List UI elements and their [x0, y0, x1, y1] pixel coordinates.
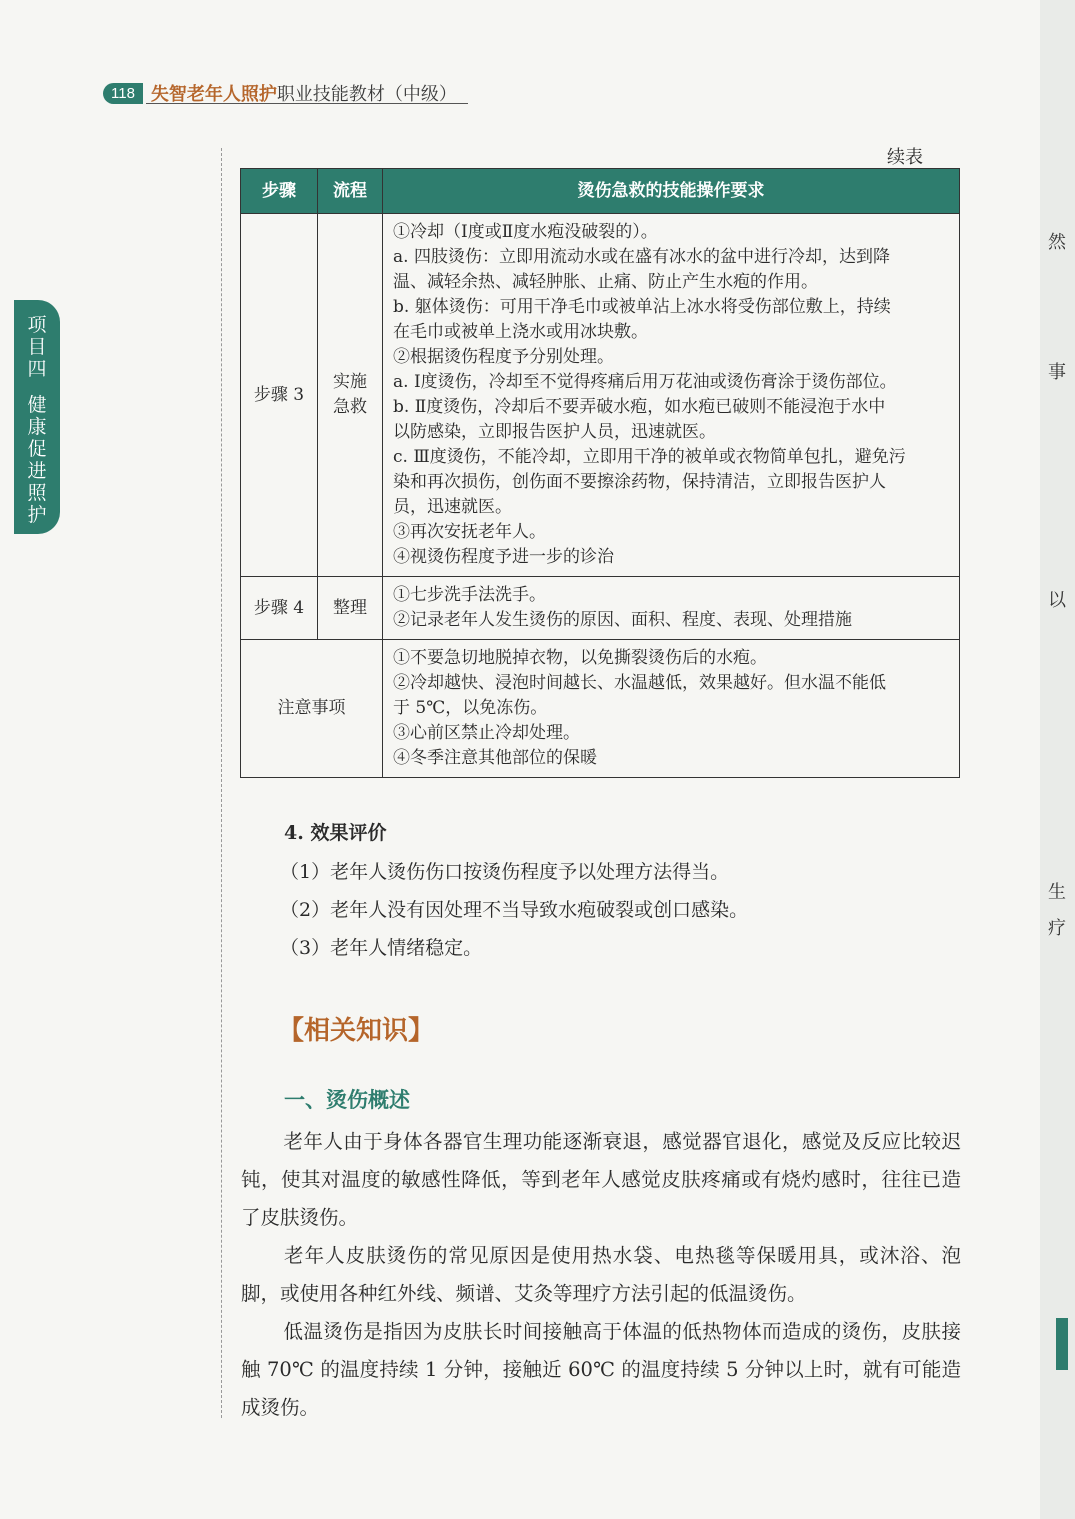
table-row: [241, 577, 960, 640]
table-row: [241, 214, 960, 577]
side-tab-char: 康: [27, 416, 47, 438]
requirement-line: ①冷却（Ⅰ度或Ⅱ度水疱没破裂的）。: [393, 222, 658, 242]
paragraph: [241, 1313, 961, 1427]
related-knowledge-heading: 【相关知识】: [278, 1016, 435, 1046]
table-row: [241, 640, 960, 778]
requirement-line: 员，迅速就医。: [393, 497, 512, 517]
requirement-cell: [383, 214, 960, 577]
requirement-line: ②冷却越快、浸泡时间越长、水温越低，效果越好。但水温不能低: [393, 673, 886, 693]
paragraph-text: 老年人由于身体各器官生理功能逐渐衰退，感觉器官退化，感觉及反应比较迟钝，使其对温度的敏感性降低，等到老年人感觉皮肤疼痛或有烧灼感时，往往已造了皮肤烫伤。: [241, 1130, 961, 1229]
requirement-line: ①七步洗手法洗手。: [393, 585, 546, 605]
requirement-line: ④冬季注意其他部位的保暖: [393, 748, 597, 768]
page-number: 118: [103, 83, 143, 104]
evaluation-item: （1）老年人烫伤伤口按烫伤程度予以处理方法得当。: [280, 861, 730, 883]
requirement-line: 在毛巾或被单上浇水或用冰块敷。: [393, 322, 648, 342]
book-title-accent: 失智老年人照护: [150, 84, 277, 105]
paragraph: [241, 1123, 961, 1237]
requirement-cell: [383, 577, 960, 640]
book-title-rest: 职业技能教材（中级）: [276, 84, 457, 105]
section-title: 4. 效果评价: [284, 822, 387, 844]
paragraph: [241, 1237, 961, 1313]
side-tab-char: 护: [27, 504, 47, 526]
requirement-line: 染和再次损伤，创伤面不要擦涂药物，保持清洁，立即报告医护人: [393, 472, 886, 492]
table-header-row: [241, 169, 960, 214]
requirement-line: b. 躯体烫伤：可用干净毛巾或被单沾上冰水将受伤部位敷上，持续: [393, 297, 891, 317]
margin-char: 以: [1048, 590, 1066, 611]
step-cell: 步骤 4: [241, 577, 318, 640]
chapter-side-tab: [14, 300, 60, 534]
burn-first-aid-table: [240, 168, 960, 778]
subsection-title: 一、烫伤概述: [284, 1088, 410, 1112]
paragraph-text: 老年人皮肤烫伤的常见原因是使用热水袋、电热毯等保暖用具，或沐浴、泡脚，或使用各种红外线、频谱、艾灸等理疗方法引起的低温烫伤。: [241, 1244, 961, 1305]
table-continued-label: 续表: [887, 147, 923, 168]
process-text: 急救: [333, 397, 367, 417]
requirement-cell: [383, 640, 960, 778]
margin-dashed-line: [221, 148, 222, 1418]
requirement-line: ②根据烫伤程度予分别处理。: [393, 347, 614, 367]
evaluation-item: （2）老年人没有因处理不当导致水疱破裂或创口感染。: [280, 899, 749, 921]
requirement-line: c. Ⅲ度烫伤，不能冷却，立即用干净的被单或衣物简单包扎，避免污: [393, 447, 906, 467]
side-tab-char: 目: [27, 336, 47, 358]
margin-char: 生: [1048, 882, 1066, 903]
paragraph-text: 低温烫伤是指因为皮肤长时间接触高于体温的低热物体而造成的烫伤，皮肤接触 70℃ 的温度持续 1 分钟，接触近 60℃ 的温度持续 5 分钟以上时，就有可能造成烫伤。: [241, 1320, 961, 1419]
next-page-tab: [1056, 1318, 1068, 1370]
header-rule: [146, 103, 468, 104]
process-cell: [318, 577, 383, 640]
requirement-line: b. Ⅱ度烫伤，冷却后不要弄破水疱，如水疱已破则不能浸泡于水中: [393, 397, 886, 417]
requirement-line: 以防感染，立即报告医护人员，迅速就医。: [393, 422, 716, 442]
requirement-line: ④视烫伤程度予进一步的诊治: [393, 547, 614, 567]
side-tab-char: 四: [27, 358, 47, 380]
requirement-line: ③再次安抚老年人。: [393, 522, 546, 542]
side-tab-char: 进: [27, 460, 47, 482]
column-header: 流程: [318, 169, 383, 214]
notes-cell: 注意事项: [241, 640, 383, 778]
column-header: 步骤: [241, 169, 318, 214]
margin-char: 然: [1048, 232, 1066, 253]
requirement-line: 温、减轻余热、减轻肿胀、止痛、防止产生水疱的作用。: [393, 272, 818, 292]
side-tab-char: 促: [27, 438, 47, 460]
margin-char: 疗: [1048, 918, 1066, 939]
requirement-line: ②记录老年人发生烫伤的原因、面积、程度、表现、处理措施: [393, 610, 852, 630]
process-text: 实施: [333, 372, 367, 392]
column-header: 烫伤急救的技能操作要求: [383, 169, 960, 214]
margin-char: 事: [1048, 362, 1066, 383]
requirement-line: a. 四肢烫伤：立即用流动水或在盛有冰水的盆中进行冷却，达到降: [393, 247, 890, 267]
requirement-line: ③心前区禁止冷却处理。: [393, 723, 580, 743]
process-cell: [318, 214, 383, 577]
requirement-line: ①不要急切地脱掉衣物，以免撕裂烫伤后的水疱。: [393, 648, 767, 668]
process-text: 整理: [333, 597, 367, 618]
evaluation-item: （3）老年人情绪稳定。: [280, 937, 483, 959]
requirement-line: 于 5℃，以免冻伤。: [393, 698, 548, 718]
side-tab-char: 照: [27, 482, 47, 504]
step-cell: 步骤 3: [241, 214, 318, 577]
side-tab-char: 项: [27, 314, 47, 336]
side-tab-char: 健: [27, 394, 47, 416]
requirement-line: a. Ⅰ度烫伤，冷却至不觉得疼痛后用万花油或烫伤膏涂于烫伤部位。: [393, 372, 897, 392]
